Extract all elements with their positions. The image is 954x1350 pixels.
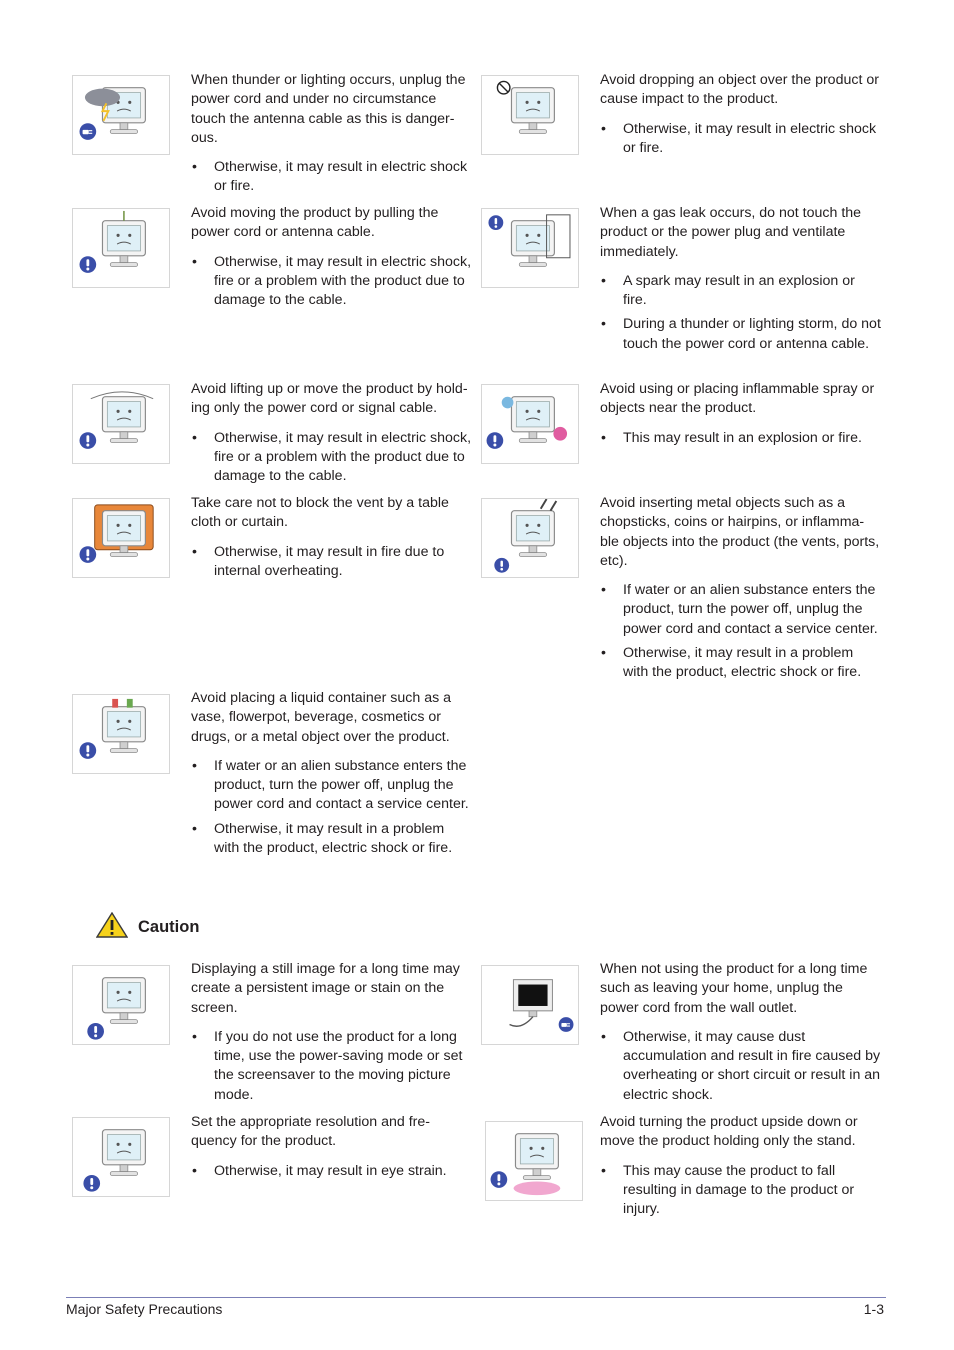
caution-label: Caution [138, 918, 200, 936]
illustration-upside-down [485, 1121, 583, 1201]
item-intro: Avoid using or placing inflammable spray or objects near the product. [600, 381, 875, 417]
exclamation-icon [491, 1171, 508, 1188]
item-still-image [191, 960, 473, 1110]
item-intro: Take care not to block the vent by a table cloth or curtain. [191, 495, 449, 531]
item-bullet: • Otherwise, it may result in electric shock or fire. [191, 158, 473, 197]
item-bullet: • This may cause the product to fall resulting in damage to the product or injury. [600, 1162, 882, 1220]
item-intro: Avoid dropping an object over the product or cause impact to the product. [600, 72, 879, 108]
item-bullet: • If water or an alien substance enters the product, turn the power off, unplug the power cord and contact a service center. [191, 757, 473, 815]
item-bullet: • A spark may result in an explosion or fire. [600, 272, 882, 311]
item-intro: Displaying a still image for a long time may create a persistent image or stain on the screen. [191, 961, 460, 1016]
item-resolution [191, 1113, 473, 1186]
item-bullet: • Otherwise, it may result in a problem with the product, electric shock or fire. [600, 644, 882, 683]
monitor-icon [102, 221, 145, 267]
item-intro: When not using the product for a long time such as leaving your home, unplug the power cord from the wall outlet. [600, 961, 868, 1016]
item-bullet: • If water or an alien substance enters the product, turn the power off, unplug the power cord and contact a service center. [600, 581, 882, 639]
item-vent [191, 494, 473, 586]
item-lift-cord [191, 380, 473, 491]
illustration-spray [481, 384, 579, 464]
exclamation-icon [80, 742, 97, 759]
item-intro: Avoid placing a liquid container such as a vase, flowerpot, beverage, cosmetics or drugs, or a metal object over the product. [191, 690, 452, 745]
lightning-cloud-icon [85, 89, 120, 107]
item-bullet: • Otherwise, it may result in a problem with the product, electric shock or fire. [191, 820, 473, 859]
illustration-lift-cord [72, 384, 170, 464]
item-unplug-long [600, 960, 882, 1110]
monitor-icon [511, 88, 554, 134]
prohibited-icon [497, 81, 509, 93]
exclamation-icon [487, 432, 504, 449]
illustration-resolution [72, 1117, 170, 1197]
monitor-icon [511, 511, 554, 557]
unplug-icon [80, 123, 97, 140]
item-upside-down [600, 1113, 882, 1224]
monitor-icon [102, 707, 145, 753]
exclamation-icon [80, 432, 97, 449]
illustration-vent [72, 498, 170, 578]
item-intro: Avoid moving the product by pulling the power cord or antenna cable. [191, 205, 439, 241]
footer-rule [66, 1297, 886, 1298]
exclamation-icon [80, 256, 97, 273]
item-spray [600, 380, 882, 453]
monitor-icon [102, 397, 145, 443]
item-bullet: • This may result in an explosion or fire. [600, 429, 882, 448]
illustration-liquid [72, 694, 170, 774]
item-intro: Avoid turning the product upside down or move the product holding only the stand. [600, 1114, 858, 1150]
item-bullet: • Otherwise, it may result in eye strain. [191, 1162, 473, 1181]
item-bullet: • Otherwise, it may result in electric shock, fire or a problem with the product due to damage to the cable. [191, 253, 473, 311]
exclamation-icon [83, 1175, 100, 1192]
illustration-pull-cord [72, 208, 170, 288]
item-bullet: • If you do not use the product for a long time, use the power-saving mode or set the screensaver to the moving picture mode. [191, 1028, 473, 1105]
illustration-gas [481, 208, 579, 288]
illustration-drop [481, 75, 579, 155]
item-gas [600, 204, 882, 359]
illustration-thunder [72, 75, 170, 155]
exclamation-icon [488, 215, 503, 230]
item-bullet: • During a thunder or lighting storm, do not touch the power cord or antenna cable. [600, 315, 882, 354]
monitor-icon [102, 1130, 145, 1176]
footer-section-title: Major Safety Precautions [66, 1301, 223, 1317]
monitor-icon [102, 978, 145, 1024]
exclamation-icon [80, 546, 97, 563]
monitor-icon [511, 397, 554, 443]
item-thunder [191, 71, 473, 202]
exclamation-icon [87, 1023, 104, 1040]
item-intro: Avoid inserting metal objects such as a chopsticks, coins or hairpins, or inflamma-ble objects into the product (the vents, ports, etc). [600, 495, 880, 569]
monitor-icon [515, 1134, 558, 1180]
warning-triangle-icon [96, 912, 128, 938]
illustration-still-image [72, 965, 170, 1045]
monitor-icon [511, 221, 554, 267]
item-liquid [191, 689, 473, 863]
unplug-icon [559, 1017, 574, 1032]
item-intro: When thunder or lighting occurs, unplug the power cord and under no circumstance touch the antenna cable as this is danger-ous. [191, 72, 466, 146]
item-intro: When a gas leak occurs, do not touch the product or the power plug and ventilate immediately. [600, 205, 862, 260]
item-bullet: • Otherwise, it may result in fire due to internal overheating. [191, 543, 473, 582]
item-drop [600, 71, 882, 163]
item-intro: Avoid lifting up or move the product by hold-ing only the power cord or signal cable. [191, 381, 468, 417]
illustration-metal [481, 498, 579, 578]
item-bullet: • Otherwise, it may result in electric shock or fire. [600, 120, 882, 159]
item-bullet: • Otherwise, it may cause dust accumulation and result in fire caused by overheating or short circuit or result in an electric shock. [600, 1028, 882, 1105]
item-pull-cord [191, 204, 473, 315]
footer-page-number: 1-3 [863, 1301, 884, 1317]
item-metal [600, 494, 882, 688]
item-bullet: • Otherwise, it may result in electric shock, fire or a problem with the product due to damage to the cable. [191, 429, 473, 487]
item-intro: Set the appropriate resolution and fre-quency for the product. [191, 1114, 430, 1150]
exclamation-icon [494, 558, 509, 573]
illustration-unplug-long [481, 965, 579, 1045]
